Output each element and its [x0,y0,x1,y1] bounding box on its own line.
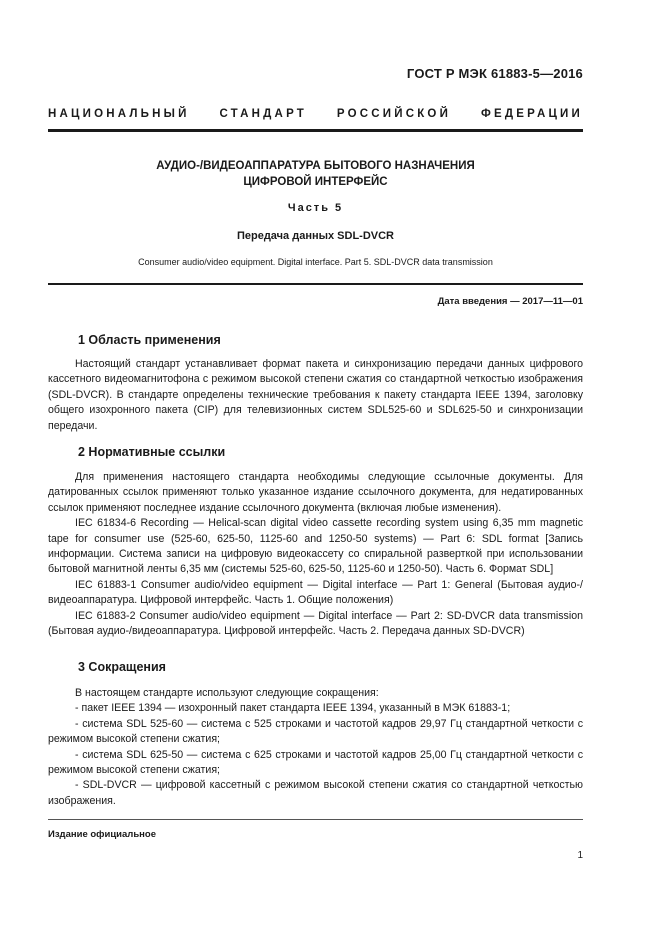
page-number: 1 [577,850,583,861]
national-standard-banner [48,108,583,120]
banner-word: ФЕДЕРАЦИИ [480,108,583,120]
section-heading-references: 2 Нормативные ссылки [78,445,226,459]
document-code: ГОСТ Р МЭК 61883-5—2016 [406,66,583,81]
banner-word: РОССИЙСКОЙ [336,108,452,120]
document-title [48,158,583,190]
section-heading-abbreviations: 3 Сокращения [78,660,166,674]
banner-word: СТАНДАРТ [219,108,308,120]
list-item: - система SDL 525-60 — система с 525 строками и частотой кадров 29,97 Гц стандартной четкости с режимом высокой степени сжатия; [48,717,583,746]
paragraph: В настоящем стандарте используют следующие сокращения: [75,687,379,699]
introduction-date: Дата введения — 2017—11—01 [437,296,583,307]
list-item: - система SDL 625-50 — система с 625 строками и частотой кадров 25,00 Гц стандартной четкости с режимом высокой степени сжатия; [48,748,583,777]
english-title: Consumer audio/video equipment. Digital interface. Part 5. SDL-DVCR data transmission [138,257,493,267]
section-scope-body [48,357,583,434]
part-label: Часть 5 [287,202,344,214]
paragraph: Настоящий стандарт устанавливает формат пакета и синхронизацию передачи данных цифрового кассетного видеомагнитофона с режимом высокой степени сжатия со стандартной четкостью изображения (SDL-DVCR). В стандарте определены технические требования к пакету стандарта IEEE 1394, заголовку общего изохронного пакета (CIP) для телевизионных систем SDL525-60 и SDL625-50 и синхронизации передачи. [48,358,583,432]
reference-item: IEC 61883-2 Consumer audio/video equipment — Digital interface — Part 2: SD-DVCR data transmission (Бытовая аудио-/видеоаппаратура. Цифровой интерфейс. Часть 2. Передача данных SD-DVCR) [48,609,583,638]
reference-item: IEC 61883-1 Consumer audio/video equipment — Digital interface — Part 1: General (Бытовая аудио-/видеоаппаратура. Цифровой интерфейс. Часть 1. Общие положения) [48,578,583,607]
document-subtitle: Передача данных SDL-DVCR [236,230,395,242]
banner-word: НАЦИОНАЛЬНЫЙ [48,108,190,120]
title-line-2: ЦИФРОВОЙ ИНТЕРФЕЙС [243,176,388,188]
title-line-1: АУДИО-/ВИДЕОАППАРАТУРА БЫТОВОГО НАЗНАЧЕНИЯ [156,160,475,172]
section-references-body [48,470,583,639]
paragraph: Для применения настоящего стандарта необходимы следующие ссылочные документы. Для датированных ссылок применяют только указанное издание ссылочного документа, для недатированных ссылок применяют последнее издание ссылочного документа (включая любые изменения). [48,471,583,514]
list-item: - пакет IEEE 1394 — изохронный пакет стандарта IEEE 1394, указанный в МЭК 61883-1; [75,702,511,715]
reference-item: IEC 61834-6 Recording — Helical-scan digital video cassette recording system using 6,35 mm magnetic tape for consumer use (525-60, 625-50, 1125-60 and 1250-50 systems) — Part 6: SDL format [Запись информации. Система записи на цифровую видеокассету со спиральной разверткой при использовании бытовой магнитной ленты 6,35 мм (системы 525-60, 625-50, 1125-60 и 1250-50). Часть 6. Формат SDL] [48,517,583,576]
footer-divider [48,819,583,820]
header-divider [48,129,583,132]
title-divider [48,283,583,285]
official-edition-note: Издание официальное [48,829,156,840]
section-heading-scope: 1 Область применения [78,333,221,347]
list-item: - SDL-DVCR — цифровой кассетный с режимом высокой степени сжатия со стандартной четкостью изображения. [48,779,583,807]
section-abbreviations-body [48,686,583,809]
